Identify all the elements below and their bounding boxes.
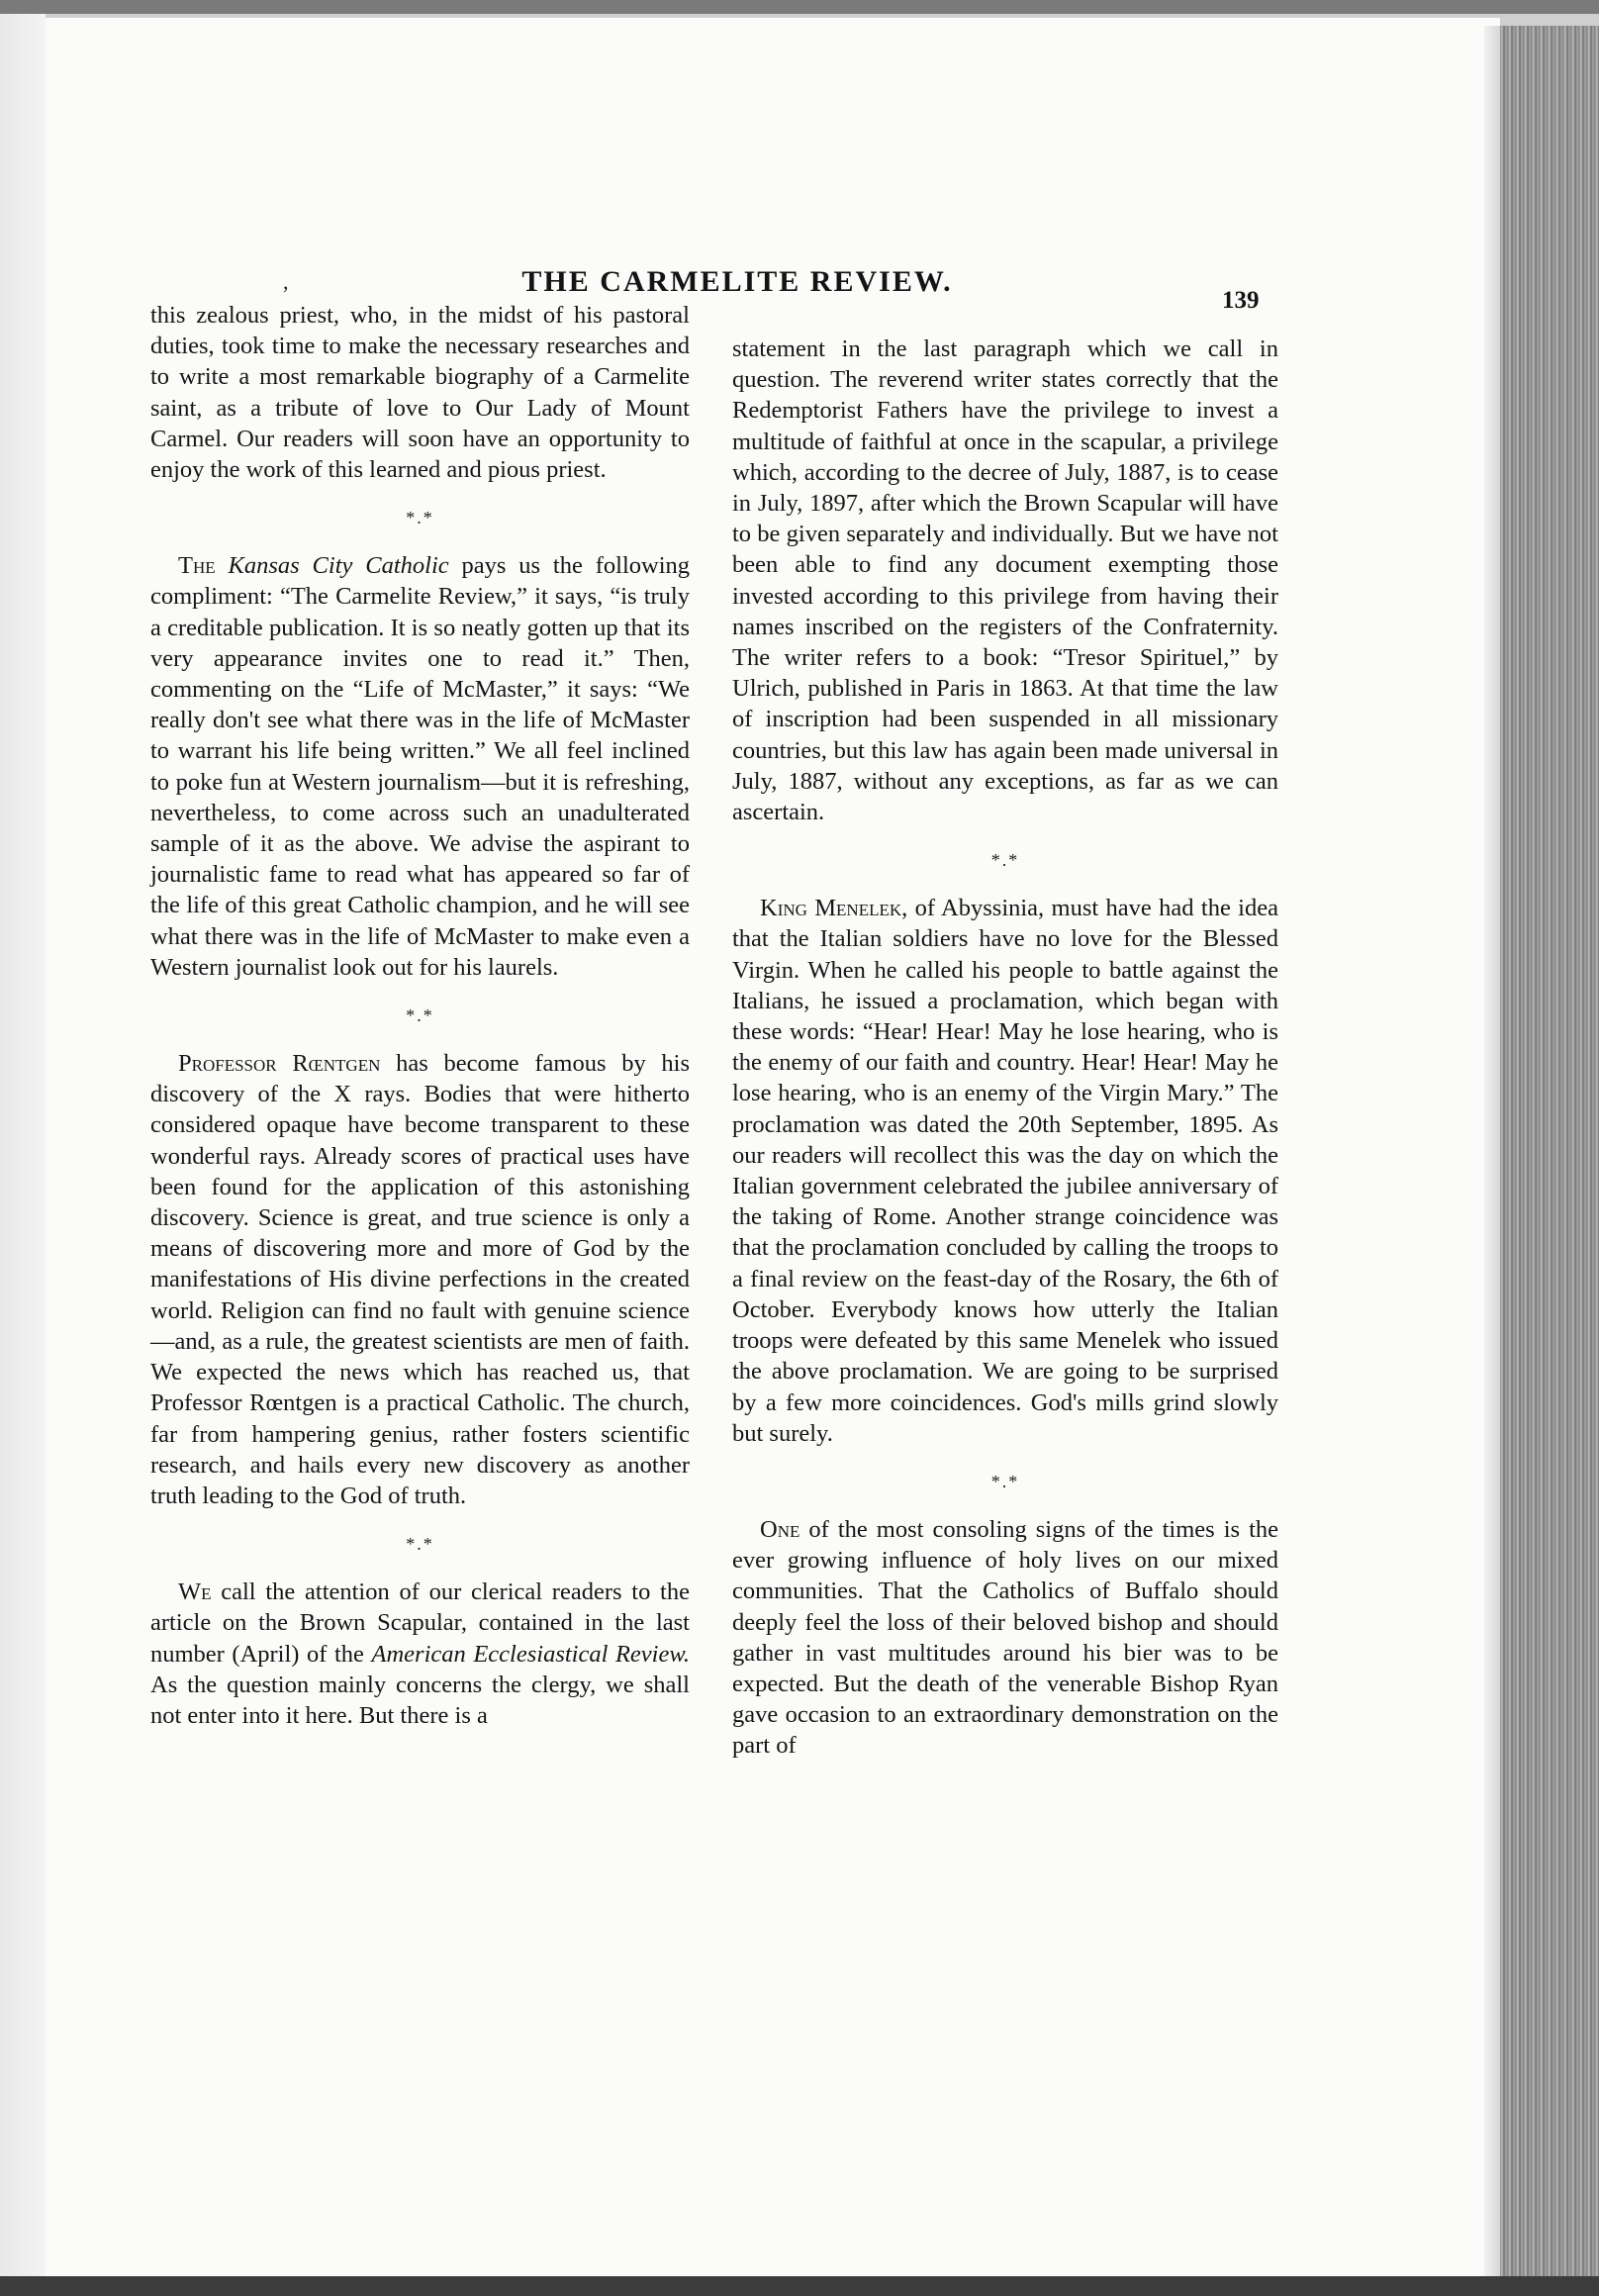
paragraph-biography: this zealous priest, who, in the midst of his pastoral duties, took time to make the necessary researches and to write a most remarkable biography of a Carmelite saint, as a tribute of love to Our Lady of Mount Carmel. Our readers will soon have an opportunity to enjoy the work of this learned and pious priest. [150, 302, 690, 484]
lead-word: We [178, 1578, 212, 1606]
scan-top-band [0, 0, 1599, 14]
section-separator: *.* [406, 1005, 434, 1026]
section-separator: *.* [406, 1534, 434, 1555]
lead-word: One [760, 1515, 800, 1543]
paragraph-scapular-statement: statement in the last paragraph which we call in question. The reverend writer states correctly that the Redemptorist Fathers have the privilege to invest a multitude of faithful at once in the scapular, a privilege which, according to the decree of July, 1887, is to cease in July, 1897, after which the Brown Scapular will have to be given separately and individually. But we have not been able to find any document exempting those invested according to this privilege from having their names inscribed on the registers of the Confraternity. The writer refers to a book: “Tresor Spirituel,” by Ulrich, published in Paris in 1863. At that time the law of inscription had been suspended in all missionary countries, but this law has again been made universal in July, 1887, without any exceptions, as far as we can ascertain. [732, 335, 1278, 826]
paragraph-brown-scapular [150, 1577, 690, 1731]
paragraph-menelek [732, 893, 1278, 1449]
paragraph-body: of the most consoling signs of the times is the ever growing influence of holy lives on our mixed communities. That the Catholics of Buffalo should deeply feel the loss of their beloved bishop and should gather in vast multitudes around his bier was to be expected. But the death of the venerable Bishop Ryan gave occasion to an extraordinary demonstration on the part of [732, 1515, 1278, 1760]
paragraph-body: of Abyssinia, must have had the idea that the Italian soldiers have no love for the Blessed Virgin. When he called his people to battle against the Italians, he issued a proclamation, which began with these words: “Hear! Hear! May he lose hearing, who is the enemy of our faith and country. Hear! Hear! May he lose hearing, who is an enemy of the Virgin Mary.” The proclamation was dated the 20th September, 1895. As our readers will recollect this was the day on which the Italian government celebrated the jubilee anniversary of the taking of Rome. Another strange coincidence was that the proclamation concluded by calling the troops to a final review on the feast-day of the Rosary, the 6th of October. Everybody knows how utterly the Italian troops were defeated by this same Menelek who issued the above proclamation. We are going to be surprised by a few more coincidences. God's mills grind slowly but surely. [732, 895, 1278, 1447]
paragraph-kansas-city-catholic [150, 550, 690, 983]
paragraph-body: As the question mainly concerns the clergy, we shall not enter into it here. But there is a [150, 1671, 690, 1729]
section-separator: *.* [406, 508, 434, 528]
page-number: 139 [1222, 287, 1260, 314]
publication-name: Kansas City Catholic [228, 552, 449, 580]
ink-speck: , [283, 269, 289, 294]
lead-word: The [178, 552, 216, 580]
scan-left-margin [0, 14, 46, 2280]
running-head-title: THE CARMELITE REVIEW. [521, 265, 953, 298]
lead-word: Professor Rœntgen [178, 1050, 381, 1078]
lead-word: King Menelek, [760, 895, 908, 922]
section-separator: *.* [990, 1471, 1020, 1491]
left-column [150, 300, 690, 1731]
right-column [732, 334, 1278, 1762]
paragraph-body: has become famous by his discovery of the X rays. Bodies that were hitherto considered opaque have become transparent to these wonderful rays. Already scores of practical uses have been found for the application of this astonishing discovery. Science is great, and true science is only a means of discovering more and more of God by the manifestations of His divine perfections in the created world. Religion can find no fault with genuine science—and, as a rule, the greatest scientists are men of faith. We expected the news which has reached us, that Professor Rœntgen is a practical Catholic. The church, far from hampering genius, rather fosters scientific research, and hails every new discovery as another truth leading to the God of truth. [150, 1050, 690, 1509]
paragraph-roentgen [150, 1048, 690, 1511]
paragraph-bishop-ryan [732, 1514, 1278, 1762]
paragraph-body: call the attention of our clerical readers to the article on the Brown Scapular, contained in the last number (April) of the [150, 1578, 690, 1668]
publication-name: American Ecclesiastical Review. [371, 1640, 691, 1668]
section-separator: *.* [990, 850, 1020, 871]
scan-bottom-band [0, 2276, 1599, 2296]
book-page-edges [1500, 26, 1599, 2276]
paragraph-body: pays us the following compliment: “The Carmelite Review,” it says, “is truly a creditable publication. It is so neatly gotten up that its very appearance invites one to read it.” Then, commenting on the “Life of McMaster,” it says: “We really don't see what there was in the life of McMaster to warrant his life being written.” We all feel inclined to poke fun at Western journalism—but it is refreshing, nevertheless, to come across such an unadulterated sample of it as the above. We advise the aspirant to journalistic fame to read what has appeared so far of the life of this great Catholic champion, and he will see what there was in the life of McMaster to make even a Western journalist look out for his laurels. [150, 552, 690, 981]
